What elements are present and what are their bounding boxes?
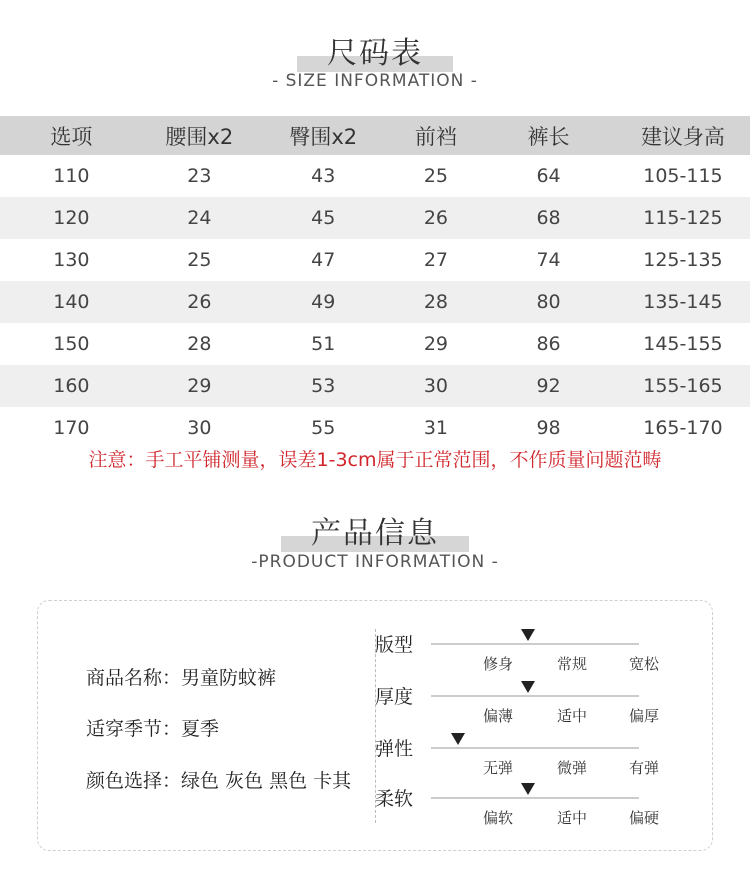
scale-label: 弹性: [375, 738, 414, 760]
table-cell: 98: [536, 417, 561, 439]
table-cell: 145-155: [643, 333, 723, 355]
table-cell: 125-135: [643, 249, 723, 271]
table-cell: 51: [311, 333, 336, 355]
scale-option: 偏厚: [628, 707, 659, 725]
table-cell: 30: [187, 417, 212, 439]
table-cell: 31: [423, 417, 448, 439]
table-cell: 25: [187, 249, 212, 271]
product-name-line: 商品名称：男童防蚊裤: [86, 667, 277, 689]
scale-marker-icon: [451, 733, 465, 745]
measurement-note: 注意：手工平铺测量，误差1-3cm属于正常范围，不作质量问题范畴: [88, 449, 662, 471]
column-header: 臀围x2: [256, 116, 391, 155]
table-cell: 43: [311, 165, 336, 187]
table-cell: 140: [0, 281, 143, 323]
scale-option: 偏软: [482, 809, 513, 827]
size-title: 尺码表: [327, 36, 423, 71]
scale-option: 修身: [482, 655, 513, 673]
table-row: [0, 365, 750, 407]
column-header: 腰围x2: [143, 116, 256, 155]
table-cell: 120: [0, 197, 143, 239]
table-row: [0, 155, 750, 197]
table-cell: 30: [391, 365, 482, 407]
scale-label: 版型: [375, 634, 414, 656]
table-cell: 115-125: [616, 197, 750, 239]
product-title-block: [0, 508, 750, 552]
table-cell: 26: [391, 197, 482, 239]
table-row: [0, 197, 750, 239]
table-row: [0, 407, 750, 449]
table-cell: 47: [311, 249, 336, 271]
scale-label: 厚度: [375, 686, 414, 708]
scale-option: 适中: [556, 707, 587, 725]
table-cell: 29: [143, 365, 256, 407]
scale-track: [431, 747, 639, 749]
elasticity-scale: [375, 734, 675, 784]
scale-marker-icon: [521, 783, 535, 795]
size-table: [0, 116, 750, 449]
season-line: 适穿季节：夏季: [86, 718, 220, 740]
softness-scale: [375, 784, 675, 834]
table-cell: 105-115: [643, 165, 723, 187]
table-cell: 170: [53, 417, 90, 439]
size-subtitle: - SIZE INFORMATION -: [272, 71, 478, 91]
table-cell: 165-170: [643, 417, 723, 439]
scale-option: 宽松: [628, 655, 659, 673]
scale-track: [431, 797, 639, 799]
column-header: 建议身高: [616, 116, 750, 155]
table-cell: 130: [53, 249, 90, 271]
column-header: 裤长: [481, 116, 616, 155]
table-cell: 53: [256, 365, 391, 407]
product-title: 产品信息: [311, 516, 439, 551]
table-cell: 49: [256, 281, 391, 323]
fit-scale: [375, 630, 675, 680]
scale-option: 无弹: [482, 759, 513, 777]
table-cell: 24: [143, 197, 256, 239]
color-options-line: 颜色选择：绿色 灰色 黑色 卡其: [86, 770, 352, 792]
table-row: [0, 239, 750, 281]
thickness-scale: [375, 682, 675, 732]
table-cell: 86: [536, 333, 561, 355]
scale-track: [431, 695, 639, 697]
column-header: 选项: [0, 116, 143, 155]
scale-label: 柔软: [375, 788, 414, 810]
table-cell: 28: [187, 333, 212, 355]
scale-option: 有弹: [628, 759, 659, 777]
table-cell: 64: [536, 165, 561, 187]
table-cell: 110: [53, 165, 90, 187]
scale-option: 适中: [556, 809, 587, 827]
scale-marker-icon: [521, 629, 535, 641]
table-cell: 80: [481, 281, 616, 323]
table-cell: 160: [0, 365, 143, 407]
table-cell: 28: [391, 281, 482, 323]
table-row: [0, 323, 750, 365]
table-cell: 27: [423, 249, 448, 271]
table-cell: 135-145: [616, 281, 750, 323]
table-cell: 29: [423, 333, 448, 355]
table-cell: 26: [143, 281, 256, 323]
table-row: [0, 281, 750, 323]
table-cell: 92: [481, 365, 616, 407]
table-cell: 150: [53, 333, 90, 355]
table-cell: 23: [187, 165, 212, 187]
column-header: 前裆: [391, 116, 482, 155]
product-subtitle: -PRODUCT INFORMATION -: [251, 552, 499, 572]
table-cell: 55: [311, 417, 336, 439]
size-table-header: [0, 116, 750, 155]
table-cell: 74: [536, 249, 561, 271]
table-cell: 155-165: [616, 365, 750, 407]
scale-option: 常规: [556, 655, 587, 673]
scale-option: 偏薄: [482, 707, 513, 725]
scale-option: 微弹: [556, 759, 587, 777]
size-title-block: [0, 28, 750, 72]
scale-marker-icon: [521, 681, 535, 693]
scale-track: [431, 643, 639, 645]
table-cell: 25: [423, 165, 448, 187]
table-cell: 68: [481, 197, 616, 239]
scale-option: 偏硬: [628, 809, 659, 827]
table-cell: 45: [256, 197, 391, 239]
